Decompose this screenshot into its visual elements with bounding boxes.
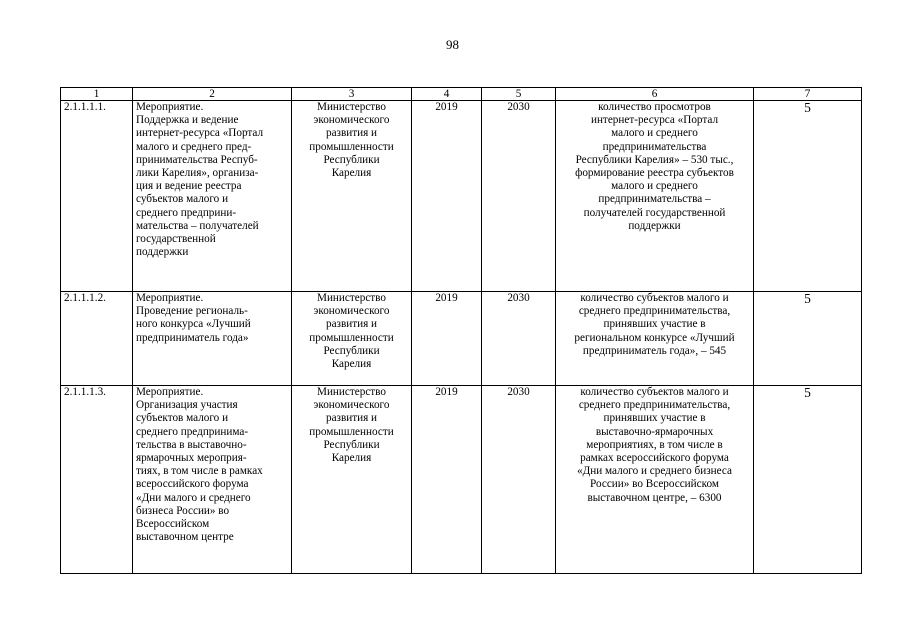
table-row: [61, 292, 862, 386]
organization-line: Министерство: [317, 292, 386, 304]
indicator-line: малого и среднего: [611, 180, 698, 193]
description-line: Поддержка и ведение: [136, 114, 239, 127]
organization-line: Карелия: [331, 452, 372, 465]
end-year: 2030: [482, 101, 556, 292]
organization-line: промышленности: [309, 140, 394, 153]
organization-line: экономического: [313, 305, 390, 318]
organization-line: промышленности: [309, 425, 394, 438]
measures-table: [60, 87, 862, 574]
indicator-line: Республики Карелия» – 530 тыс.,: [575, 153, 734, 166]
indicator-line: мероприятиях, в том числе в: [586, 438, 723, 451]
description-line: Мероприятие.: [136, 101, 204, 113]
indicator-line: среднего предпринимательства,: [578, 399, 731, 412]
page-number: 98: [446, 37, 459, 52]
indicator-line: предприниматель года», – 545: [582, 344, 727, 357]
indicator-line: региональном конкурсе «Лучший: [574, 331, 735, 344]
organization-line: Республики: [323, 438, 380, 451]
organization-line: Министерство: [317, 386, 386, 398]
organization-line: Карелия: [331, 358, 372, 371]
indicator-line: интернет-ресурса «Портал: [590, 114, 719, 127]
indicator-line: предпринимательства: [602, 140, 707, 153]
organization-line: развития и: [325, 412, 378, 425]
column-number: 4: [412, 88, 482, 101]
description-line: лики Карелия», организа-: [136, 167, 259, 180]
column-number: 7: [754, 88, 862, 101]
column-number-row: [61, 88, 862, 101]
indicator-line: выставочно-ярмарочных: [595, 425, 714, 438]
description-line: государственной: [136, 233, 216, 246]
indicator-description: [556, 386, 754, 574]
measure-description: [133, 101, 292, 292]
indicator-line: количество просмотров: [598, 101, 711, 113]
description-line: Мероприятие.: [136, 386, 204, 398]
measure-code: 2.1.1.1.2.: [61, 292, 133, 386]
description-line: субъектов малого и: [136, 193, 229, 206]
description-line: интернет-ресурса «Портал: [136, 127, 264, 140]
measure-description: [133, 386, 292, 574]
description-line: ция и ведение реестра: [136, 180, 242, 193]
responsible-organization: [292, 101, 412, 292]
column-number: 1: [61, 88, 133, 101]
indicator-line: выставочном центре, – 6300: [587, 491, 722, 504]
end-year: 2030: [482, 292, 556, 386]
description-line: мательства – получателей: [136, 219, 259, 232]
indicator-line: количество субъектов малого и: [580, 386, 729, 398]
start-year: 2019: [412, 101, 482, 292]
indicator-line: количество субъектов малого и: [580, 292, 729, 304]
column-number: 5: [482, 88, 556, 101]
description-line: «Дни малого и среднего: [136, 491, 251, 504]
description-line: Всероссийском: [136, 518, 210, 531]
end-year: 2030: [482, 386, 556, 574]
description-line: тельства в выставочно-: [136, 438, 247, 451]
indicator-line: получателей государственной: [583, 206, 726, 219]
description-line: бизнеса России» во: [136, 504, 230, 517]
column-7-value: 5: [754, 101, 862, 292]
table-row: [61, 101, 862, 292]
measure-description: [133, 292, 292, 386]
indicator-line: среднего предпринимательства,: [578, 305, 731, 318]
description-line: Проведение региональ-: [136, 305, 248, 318]
description-line: среднего предприни-: [136, 206, 237, 219]
description-line: выставочном центре: [136, 531, 234, 544]
indicator-description: [556, 292, 754, 386]
organization-line: Республики: [323, 153, 380, 166]
organization-line: развития и: [325, 318, 378, 331]
description-line: субъектов малого и: [136, 412, 229, 425]
indicator-line: формирование реестра субъектов: [575, 167, 734, 180]
indicator-line: принявших участие в: [603, 412, 706, 425]
indicator-description: [556, 101, 754, 292]
organization-line: развития и: [325, 127, 378, 140]
indicator-line: «Дни малого и среднего бизнеса: [577, 465, 732, 478]
indicator-line: поддержки: [628, 219, 681, 232]
column-number: 2: [133, 88, 292, 101]
description-line: среднего предпринима-: [136, 425, 249, 438]
description-line: Мероприятие.: [136, 292, 204, 304]
description-line: предприниматель года»: [136, 331, 249, 344]
indicator-line: России» во Всероссийском: [590, 478, 719, 491]
start-year: 2019: [412, 386, 482, 574]
organization-line: экономического: [313, 399, 390, 412]
description-line: ярмарочных мероприя-: [136, 452, 247, 465]
indicator-line: принявших участие в: [603, 318, 706, 331]
indicator-line: рамках всероссийского форума: [580, 452, 729, 465]
column-number: 3: [292, 88, 412, 101]
description-line: поддержки: [136, 246, 189, 259]
column-number: 6: [556, 88, 754, 101]
description-line: ного конкурса «Лучший: [136, 318, 251, 331]
measure-code: 2.1.1.1.3.: [61, 386, 133, 574]
organization-line: промышленности: [309, 331, 394, 344]
organization-line: Министерство: [317, 101, 386, 113]
description-line: малого и среднего пред-: [136, 140, 252, 153]
indicator-line: предпринимательства –: [598, 193, 711, 206]
responsible-organization: [292, 292, 412, 386]
column-7-value: 5: [754, 292, 862, 386]
column-7-value: 5: [754, 386, 862, 574]
responsible-organization: [292, 386, 412, 574]
measure-code: 2.1.1.1.1.: [61, 101, 133, 292]
organization-line: Карелия: [331, 167, 372, 180]
description-line: принимательства Респуб-: [136, 153, 258, 166]
organization-line: Республики: [323, 344, 380, 357]
description-line: Организация участия: [136, 399, 238, 412]
description-line: тиях, в том числе в рамках: [136, 465, 263, 478]
description-line: всероссийского форума: [136, 478, 249, 491]
start-year: 2019: [412, 292, 482, 386]
indicator-line: малого и среднего: [611, 127, 698, 140]
table-row: [61, 386, 862, 574]
organization-line: экономического: [313, 114, 390, 127]
